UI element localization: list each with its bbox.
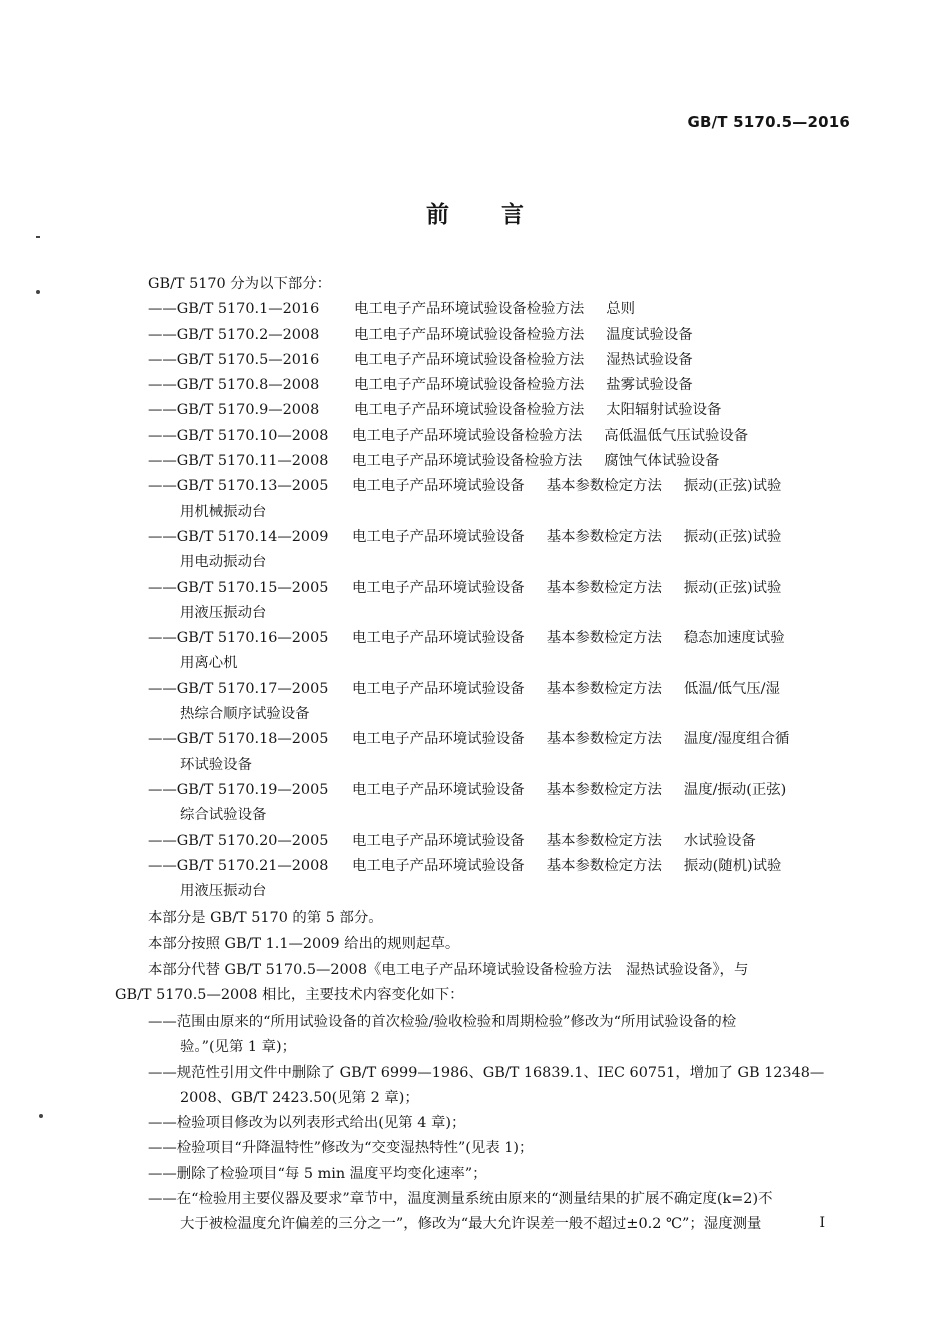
- part-code: ——GB/T 5170.2—2008: [148, 326, 320, 343]
- part-title-segment: 电工电子产品环境试验设备: [352, 857, 525, 874]
- part-title-segment: 稳态加速度试验: [683, 630, 785, 647]
- change-item: ——删除了检验项目“每 5 min 温度平均变化速率”；: [148, 1165, 487, 1182]
- part-item: [148, 424, 852, 449]
- part-title-segment: 基本参数检定方法: [546, 630, 662, 647]
- change-item: ——检验项目修改为以列表形式给出(见第 4 章)；: [148, 1115, 466, 1132]
- part-title: [352, 626, 852, 651]
- part-item: [148, 829, 852, 854]
- part-title-segment: 电工电子产品环境试验设备检验方法: [354, 301, 585, 318]
- part-code: ——GB/T 5170.17—2005: [148, 680, 329, 697]
- part-title: [352, 727, 852, 752]
- page-title: 前言: [426, 202, 576, 228]
- part-title-segment: 基本参数检定方法: [546, 857, 662, 874]
- part-title-segment: 振动(正弦)试验: [683, 528, 782, 545]
- part-code: ——GB/T 5170.13—2005: [148, 478, 329, 495]
- part-title-segment: 基本参数检定方法: [546, 528, 662, 545]
- part-item: [148, 348, 852, 373]
- part-title: [354, 297, 852, 322]
- part-item: [148, 373, 852, 398]
- part-title: [352, 449, 852, 474]
- part-code: ——GB/T 5170.18—2005: [148, 731, 329, 748]
- part-title: [354, 348, 852, 373]
- part-code: ——GB/T 5170.5—2016: [148, 351, 320, 368]
- part-title-segment: 振动(正弦)试验: [683, 579, 782, 596]
- part-item: [148, 525, 852, 550]
- part-item: [148, 727, 852, 752]
- part-title: [354, 398, 852, 423]
- part-title-segment: 基本参数检定方法: [546, 832, 662, 849]
- part-title-segment: 基本参数检定方法: [546, 731, 662, 748]
- part-title-segment: 振动(随机)试验: [683, 857, 782, 874]
- part-title-segment: 基本参数检定方法: [546, 781, 662, 798]
- part-title: [352, 424, 852, 449]
- part-title: [352, 474, 852, 499]
- change-item-continuation: 验。”(见第 1 章)；: [180, 1039, 297, 1056]
- part-title-continuation: 综合试验设备: [180, 807, 267, 824]
- part-title-segment: 电工电子产品环境试验设备检验方法: [354, 326, 585, 343]
- part-code: ——GB/T 5170.10—2008: [148, 427, 329, 444]
- part-title-segment: 电工电子产品环境试验设备: [352, 528, 525, 545]
- part-title-segment: 低温/低气压/湿: [683, 680, 780, 697]
- part-code: ——GB/T 5170.21—2008: [148, 857, 329, 874]
- part-title-segment: 电工电子产品环境试验设备检验方法: [354, 402, 585, 419]
- part-title-segment: 电工电子产品环境试验设备: [352, 731, 525, 748]
- part-title-segment: 腐蚀气体试验设备: [604, 453, 720, 470]
- changes-list: [148, 1010, 853, 1238]
- part-title: [352, 677, 852, 702]
- scan-mark: [39, 1114, 43, 1118]
- scan-mark: [36, 236, 40, 238]
- part-code: ——GB/T 5170.8—2008: [148, 377, 320, 394]
- parts-list: [148, 272, 852, 904]
- part-item: [148, 576, 852, 601]
- part-title-continuation: 环试验设备: [180, 756, 252, 773]
- part-code: ——GB/T 5170.15—2005: [148, 579, 329, 596]
- part-code: ——GB/T 5170.20—2005: [148, 832, 329, 849]
- statement-part-of: 本部分是 GB/T 5170 的第 5 部分。: [148, 910, 383, 926]
- part-title-segment: 太阳辐射试验设备: [606, 402, 722, 419]
- part-title-segment: 基本参数检定方法: [546, 579, 662, 596]
- part-code: ——GB/T 5170.9—2008: [148, 402, 320, 419]
- part-item: [148, 398, 852, 423]
- part-title-segment: 水试验设备: [683, 832, 756, 849]
- part-title: [352, 778, 852, 803]
- part-title-segment: 电工电子产品环境试验设备检验方法: [354, 377, 585, 394]
- part-title-segment: 电工电子产品环境试验设备: [352, 478, 525, 495]
- part-title-continuation: 热综合顺序试验设备: [180, 706, 310, 723]
- part-title-continuation: 用离心机: [180, 655, 238, 672]
- part-title-segment: 电工电子产品环境试验设备检验方法: [352, 453, 583, 470]
- part-title-segment: 盐雾试验设备: [606, 377, 693, 394]
- changes-container: [148, 1010, 853, 1238]
- change-item: ——检验项目“升降温特性”修改为“交变湿热特性”(见表 1)；: [148, 1140, 534, 1157]
- parts-intro: GB/T 5170 分为以下部分：: [148, 276, 332, 292]
- part-title-segment: 电工电子产品环境试验设备检验方法: [352, 427, 583, 444]
- part-title: [352, 854, 852, 879]
- part-item: [148, 626, 852, 651]
- part-title-segment: 电工电子产品环境试验设备检验方法: [354, 351, 585, 368]
- change-item: ——规范性引用文件中删除了 GB/T 6999—1986、GB/T 16839.1、IEC 60751，增加了 GB 12348—: [148, 1064, 825, 1081]
- part-title-segment: 振动(正弦)试验: [683, 478, 782, 495]
- part-title-segment: 基本参数检定方法: [546, 478, 662, 495]
- part-code: ——GB/T 5170.1—2016: [148, 301, 320, 318]
- part-title-segment: 基本参数检定方法: [546, 680, 662, 697]
- part-title-segment: 温度/振动(正弦): [683, 781, 787, 798]
- part-title-segment: 电工电子产品环境试验设备: [352, 680, 525, 697]
- part-item: [148, 677, 852, 702]
- part-code: ——GB/T 5170.14—2009: [148, 528, 329, 545]
- part-item: [148, 449, 852, 474]
- part-item: [148, 474, 852, 499]
- part-item: [148, 323, 852, 348]
- part-title-segment: 总则: [606, 301, 636, 318]
- part-title: [354, 323, 852, 348]
- part-title-segment: 高低温低气压试验设备: [604, 427, 749, 444]
- part-title-continuation: 用机械振动台: [180, 503, 267, 520]
- part-title-segment: 电工电子产品环境试验设备: [352, 781, 525, 798]
- part-code: ——GB/T 5170.16—2005: [148, 630, 329, 647]
- part-title: [352, 829, 852, 854]
- part-title: [354, 373, 852, 398]
- part-title-continuation: 用电动振动台: [180, 554, 267, 571]
- page-number: I: [819, 1215, 825, 1231]
- change-item-continuation: 大于被检温度允许偏差的三分之一”，修改为“最大允许误差一般不超过±0.2 ℃”；湿度测量: [180, 1216, 762, 1233]
- change-item: ——在“检验用主要仪器及要求”章节中，温度测量系统由原来的“测量结果的扩展不确定度(k=2)不: [148, 1191, 773, 1208]
- change-item: ——范围由原来的“所用试验设备的首次检验/验收检验和周期检验”修改为“所用试验设备的检: [148, 1014, 737, 1030]
- scan-mark: [36, 290, 40, 294]
- part-title: [352, 576, 852, 601]
- part-title-segment: 温度试验设备: [606, 326, 693, 343]
- standard-code: GB/T 5170.5—2016: [687, 113, 850, 131]
- part-title-segment: 电工电子产品环境试验设备: [352, 630, 525, 647]
- part-code: ——GB/T 5170.11—2008: [148, 453, 329, 470]
- part-item: [148, 854, 852, 879]
- statement-replace: 本部分代替 GB/T 5170.5—2008《电工电子产品环境试验设备检验方法 湿热试验设备》，与 GB/T 5170.5—2008 相比，主要技术内容变化如下：: [115, 962, 749, 1004]
- statement-drafting: 本部分按照 GB/T 1.1—2009 给出的规则起草。: [148, 936, 460, 952]
- part-title-segment: 电工电子产品环境试验设备: [352, 832, 525, 849]
- part-title-segment: 温度/湿度组合循: [683, 731, 790, 748]
- part-title-segment: 电工电子产品环境试验设备: [352, 579, 525, 596]
- parts-container: [148, 297, 852, 904]
- part-code: ——GB/T 5170.19—2005: [148, 781, 329, 798]
- part-title: [352, 525, 852, 550]
- part-title-segment: 湿热试验设备: [606, 351, 693, 368]
- part-item: [148, 297, 852, 322]
- part-title-continuation: 用液压振动台: [180, 883, 267, 900]
- change-item-continuation: 2008、GB/T 2423.50(见第 2 章)；: [180, 1089, 419, 1106]
- part-item: [148, 778, 852, 803]
- part-title-continuation: 用液压振动台: [180, 604, 267, 621]
